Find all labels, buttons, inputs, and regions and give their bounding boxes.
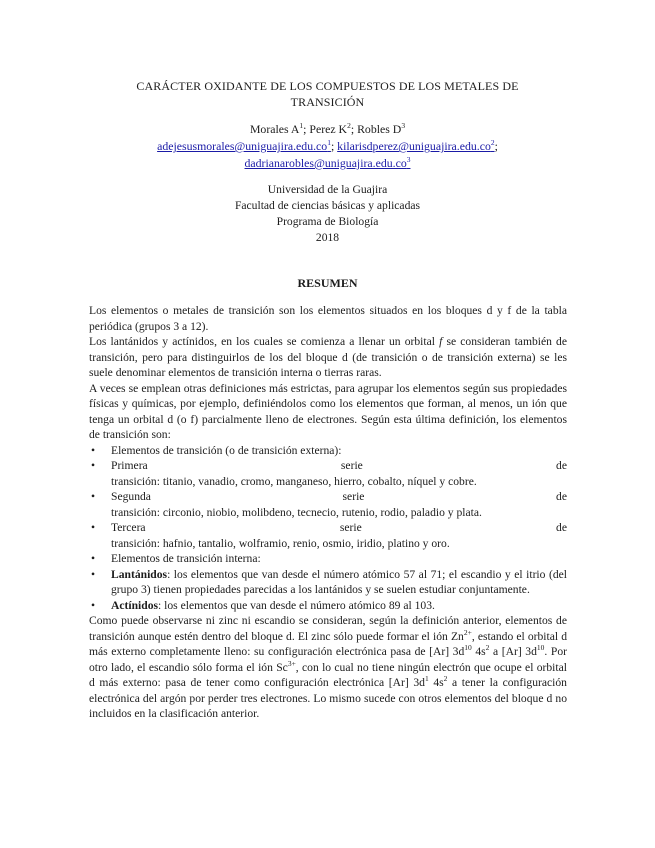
author-superscript: 3 [401, 121, 406, 131]
email-link-2[interactable] [337, 139, 494, 153]
paragraph-text: Los lantánidos y actínidos, en los cuales se comienza a llenar un orbital [89, 335, 440, 348]
email-line-1 [60, 138, 595, 155]
list-item-text: : los elementos que van desde el número atómico 57 al 71; el escandio y el itrio (del grupo 3) tienen propiedades parecidas a los lantánidos y se suelen estudiar conjuntamente. [111, 567, 567, 596]
bold-term: Lantánidos [111, 567, 168, 581]
series-word: de [556, 521, 567, 534]
email-address: kilarisdperez@uniguajira.edu.co [337, 139, 491, 153]
series-word: de [556, 490, 567, 503]
author-superscript: 2 [347, 121, 351, 131]
series-elements: transición: hafnio, tantalio, wolframio, renio, osmio, iridio, platino y oro. [111, 536, 450, 550]
section-heading: RESUMEN [297, 276, 358, 290]
series-word: serie [342, 490, 365, 503]
faculty-name: Facultad de ciencias básicas y aplicadas [234, 199, 421, 212]
email-address: adejesusmorales@uniguajira.edu.co [157, 139, 328, 153]
email-separator: ; [330, 139, 338, 153]
email-address: dadrianarobles@uniguajira.edu.co [244, 156, 407, 170]
series-line [111, 489, 567, 505]
paragraph-text: a [Ar] 3d [489, 645, 537, 658]
series-line [111, 458, 567, 474]
paper-title: CARÁCTER OXIDANTE DE LOS COMPUESTOS DE LOS METALES DE TRANSICIÓN [136, 79, 519, 109]
email-superscript: 1 [327, 138, 331, 148]
author-name: Morales A [249, 122, 300, 136]
series-word: • Primera [111, 459, 148, 472]
paragraph-text: a tener la configuración electrónica del argón por perder tres electrones. Lo mismo sucede con otros elementos del bloque d no incluidos en la clasificación anterior. [89, 676, 567, 720]
transition-elements-list [89, 443, 567, 614]
paragraph-final [89, 613, 567, 722]
email-separator: ; [494, 139, 498, 153]
email-link-1[interactable] [157, 139, 331, 153]
series-line [111, 520, 567, 536]
electron-count: 1 [424, 674, 429, 684]
electron-count: 10 [536, 643, 545, 653]
series-word: de [556, 459, 567, 472]
paragraph-3: A veces se emplean otras definiciones más estrictas, para agrupar los elementos según sus propiedades físicas y químicas, por ejemplo, definiéndolos como los elementos que forman, al menos, un ión que tenga un orbital d (o f) parcialmente lleno de electrones. Según esta última definición, los elementos de transición son: [89, 381, 567, 441]
email-line-2 [60, 155, 595, 172]
electron-count: 10 [464, 643, 472, 653]
paragraph-text: se consideran también de transición, pero para distinguirlos de los del bloque d (de transición o de transición externa) se les suele denominar elementos de transición interna o tierras raras. [89, 335, 567, 379]
series-elements: transición: circonio, niobio, molibdeno, tecnecio, rutenio, rodio, paladio y plata. [111, 505, 482, 519]
paragraph-2 [89, 334, 567, 381]
author-superscript: 1 [299, 121, 304, 131]
abstract-body [89, 303, 567, 722]
list-item [89, 458, 567, 489]
electron-count: 2 [443, 674, 448, 684]
list-item-text: Elementos de transición interna: [111, 552, 261, 565]
author-name: Robles D [357, 122, 402, 136]
italic-term: f [439, 335, 443, 348]
paragraph-text: 4s [471, 645, 486, 658]
electron-count: 2 [485, 643, 490, 653]
series-word: • Tercera [111, 521, 146, 534]
paragraph-1: Los elementos o metales de transición son los elementos situados en los bloques d y f de la tabla periódica (grupos 3 a 12). [89, 304, 567, 333]
list-item [89, 598, 567, 614]
series-word: • Segunda [111, 490, 151, 503]
author-name: Perez K [309, 122, 348, 136]
affiliation-block [100, 182, 555, 246]
email-superscript: 3 [406, 155, 411, 165]
author-block [60, 121, 595, 172]
series-word: serie [339, 521, 362, 534]
ion-charge: 3+ [287, 658, 296, 668]
series-elements: transición: titanio, vanadio, cromo, manganeso, hierro, cobalto, níquel y cobre. [111, 474, 477, 488]
author-line [60, 121, 595, 138]
author-separator: ; [350, 122, 358, 136]
author-separator: ; [303, 122, 310, 136]
paragraph-text: Como puede observarse ni zinc ni escandio se consideran, según la definición anterior, elementos de transición aunque estén dentro del bloque d. El zinc sólo puede formar el ión Zn [89, 614, 567, 643]
list-item [89, 520, 567, 551]
ion-charge: 2+ [463, 627, 472, 637]
paragraph-text: , estando el orbital d más externo completamente lleno: su configuración electrónica pasa de [Ar] 3d [89, 629, 567, 658]
list-item-text: Elementos de transición (o de transición externa): [111, 443, 342, 457]
paragraph-text: , con lo cual no tiene ningún electrón que ocupe el orbital d más externo: pasa de tener como configuración electrónica [Ar] 3d [89, 660, 567, 689]
series-word: serie [340, 459, 363, 472]
publication-year: 2018 [315, 231, 340, 244]
bold-term: Actínidos [111, 598, 159, 612]
list-item-text: : los elementos que van desde el número atómico 89 al 103. [158, 598, 435, 612]
list-item [89, 443, 567, 459]
list-item [89, 551, 567, 567]
paragraph-text: . Por otro lado, el escandio sólo forma el ión Sc [89, 645, 567, 674]
list-item [89, 567, 567, 598]
program-name: Programa de Biología [276, 215, 379, 228]
email-superscript: 2 [490, 138, 495, 148]
email-link-3[interactable] [245, 156, 411, 170]
paragraph-text: 4s [428, 676, 444, 689]
list-item [89, 489, 567, 520]
university-name: Universidad de la Guajira [267, 183, 388, 196]
